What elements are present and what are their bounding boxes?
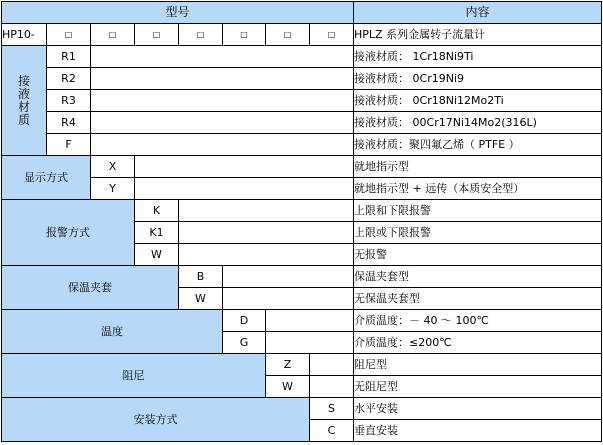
blank-cell bbox=[91, 46, 354, 68]
model-code-row bbox=[2, 24, 602, 46]
blank-cell bbox=[223, 266, 354, 288]
table-row bbox=[2, 90, 602, 112]
table-row bbox=[2, 46, 602, 68]
group-label-damping: 阻尼 bbox=[2, 354, 266, 398]
option-code: R3 bbox=[47, 90, 91, 112]
option-code: G bbox=[223, 332, 266, 354]
table-row bbox=[2, 310, 602, 332]
option-desc: 就地指示型 + 远传（本质安全型） bbox=[354, 178, 602, 200]
option-desc: 水平安装 bbox=[354, 398, 602, 420]
option-desc: 就地指示型 bbox=[354, 156, 602, 178]
option-code: R1 bbox=[47, 46, 91, 68]
table-row bbox=[2, 354, 602, 376]
group-label-mounting: 安装方式 bbox=[2, 398, 310, 442]
content-header: 内容 bbox=[354, 2, 602, 24]
option-desc: 阻尼型 bbox=[354, 354, 602, 376]
option-code: C bbox=[310, 420, 354, 442]
product-title: HPLZ 系列金属转子流量计 bbox=[354, 24, 602, 46]
option-desc: 无保温夹套型 bbox=[354, 288, 602, 310]
option-desc: 接液材质：聚四氟乙烯（ PTFE ） bbox=[354, 134, 602, 156]
option-code: K1 bbox=[135, 222, 179, 244]
blank-cell bbox=[91, 68, 354, 90]
model-selection-table bbox=[1, 1, 602, 442]
blank-cell bbox=[135, 156, 354, 178]
placeholder-box: □ bbox=[266, 24, 310, 46]
group-label-temperature: 温度 bbox=[2, 310, 223, 354]
group-label-material bbox=[2, 46, 47, 156]
blank-cell bbox=[266, 332, 354, 354]
option-desc: 接液材质： 1Cr18Ni9Ti bbox=[354, 46, 602, 68]
option-desc: 介质温度：－ 40 ～ 100℃ bbox=[354, 310, 602, 332]
blank-cell bbox=[179, 222, 354, 244]
blank-cell bbox=[179, 244, 354, 266]
blank-cell bbox=[179, 200, 354, 222]
option-code: F bbox=[47, 134, 91, 156]
option-code: B bbox=[179, 266, 223, 288]
option-desc: 无阻尼型 bbox=[354, 376, 602, 398]
table-row bbox=[2, 200, 602, 222]
option-desc: 无报警 bbox=[354, 244, 602, 266]
option-desc: 接液材质： 00Cr17Ni14Mo2(316L) bbox=[354, 112, 602, 134]
option-code: W bbox=[135, 244, 179, 266]
option-code: W bbox=[179, 288, 223, 310]
blank-cell bbox=[91, 112, 354, 134]
option-code: Y bbox=[91, 178, 135, 200]
option-desc: 上限和下限报警 bbox=[354, 200, 602, 222]
blank-cell bbox=[310, 354, 354, 376]
blank-cell bbox=[91, 90, 354, 112]
blank-cell bbox=[91, 134, 354, 156]
option-code: R2 bbox=[47, 68, 91, 90]
table-row bbox=[2, 266, 602, 288]
option-code: W bbox=[266, 376, 310, 398]
option-desc: 接液材质： 0Cr18Ni12Mo2Ti bbox=[354, 90, 602, 112]
option-desc: 保温夹套型 bbox=[354, 266, 602, 288]
option-code: D bbox=[223, 310, 266, 332]
group-label-alarm: 报警方式 bbox=[2, 200, 135, 266]
blank-cell bbox=[266, 310, 354, 332]
table-row bbox=[2, 178, 602, 200]
blank-cell bbox=[310, 376, 354, 398]
option-code: S bbox=[310, 398, 354, 420]
group-label-char: 接 bbox=[17, 73, 30, 88]
blank-cell bbox=[223, 288, 354, 310]
placeholder-box: □ bbox=[135, 24, 179, 46]
option-desc: 垂直安装 bbox=[354, 420, 602, 442]
option-desc: 介质温度：≤200℃ bbox=[354, 332, 602, 354]
table-row bbox=[2, 68, 602, 90]
placeholder-box: □ bbox=[223, 24, 266, 46]
placeholder-box: □ bbox=[310, 24, 354, 46]
model-header: 型号 bbox=[2, 2, 354, 24]
option-desc: 接液材质： 0Cr19Ni9 bbox=[354, 68, 602, 90]
option-code: X bbox=[91, 156, 135, 178]
table-row bbox=[2, 134, 602, 156]
group-label-char: 液 bbox=[17, 86, 30, 101]
header-row bbox=[2, 2, 602, 24]
table-row bbox=[2, 112, 602, 134]
option-code: Z bbox=[266, 354, 310, 376]
table-row bbox=[2, 156, 602, 178]
placeholder-box: □ bbox=[47, 24, 91, 46]
option-desc: 上限或下限报警 bbox=[354, 222, 602, 244]
placeholder-box: □ bbox=[179, 24, 223, 46]
model-prefix: HP10- bbox=[2, 24, 47, 46]
blank-cell bbox=[135, 178, 354, 200]
group-label-jacket: 保温夹套 bbox=[2, 266, 179, 310]
group-label-display: 显示方式 bbox=[2, 156, 91, 200]
group-label-char: 质 bbox=[17, 112, 30, 127]
table-row bbox=[2, 398, 602, 420]
option-code: K bbox=[135, 200, 179, 222]
group-label-char: 材 bbox=[17, 99, 30, 114]
option-code: R4 bbox=[47, 112, 91, 134]
placeholder-box: □ bbox=[91, 24, 135, 46]
